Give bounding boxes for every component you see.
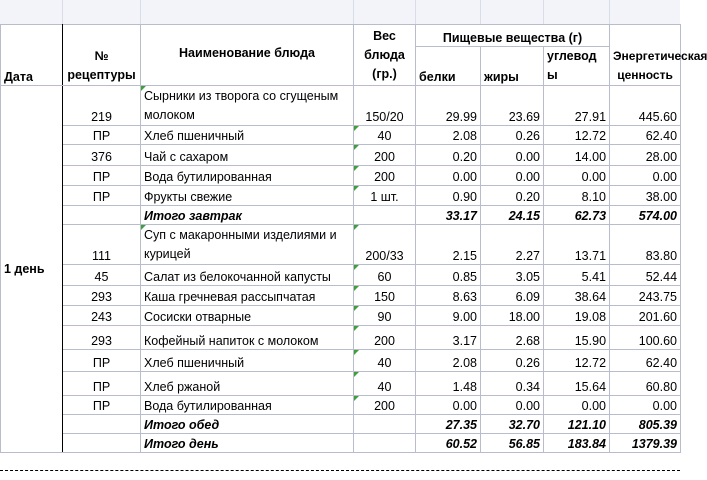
energy-cell[interactable]: 38.00 xyxy=(610,186,681,206)
header-weight[interactable]: Вес блюда (гр.) xyxy=(354,25,416,86)
table-body xyxy=(1,86,681,453)
dish-cell[interactable]: Хлеб ржаной xyxy=(141,372,354,396)
fats-cell[interactable]: 32.70 xyxy=(481,415,544,434)
dish-cell[interactable]: Сырники из творога со сгущеным молоком xyxy=(141,86,354,126)
fats-cell[interactable]: 3.05 xyxy=(481,265,544,286)
weight-cell[interactable]: 150/20 xyxy=(354,86,416,126)
carbs-cell[interactable]: 121.10 xyxy=(544,415,610,434)
fats-cell[interactable]: 24.15 xyxy=(481,206,544,225)
table-row xyxy=(1,372,681,396)
dish-cell[interactable]: Итого обед xyxy=(141,415,354,434)
recipe-cell[interactable] xyxy=(63,434,141,453)
proteins-cell[interactable]: 1.48 xyxy=(416,372,481,396)
carbs-cell[interactable]: 19.08 xyxy=(544,306,610,326)
table-row xyxy=(1,396,681,415)
recipe-cell[interactable] xyxy=(63,415,141,434)
recipe-cell[interactable]: 293 xyxy=(63,326,141,350)
header-carbs[interactable]: углеводы xyxy=(544,47,610,86)
energy-cell[interactable]: 28.00 xyxy=(610,145,681,166)
day-cell[interactable]: 1 день xyxy=(1,86,63,453)
dish-cell[interactable]: Каша гречневая рассыпчатая xyxy=(141,286,354,306)
fats-cell[interactable]: 0.20 xyxy=(481,186,544,206)
energy-cell[interactable]: 62.40 xyxy=(610,350,681,372)
recipe-cell[interactable]: ПР xyxy=(63,350,141,372)
dish-cell[interactable]: Вода бутилированная xyxy=(141,396,354,415)
weight-cell[interactable]: 60 xyxy=(354,265,416,286)
fats-cell[interactable]: 0.26 xyxy=(481,126,544,145)
table-row xyxy=(1,326,681,350)
fats-cell[interactable]: 18.00 xyxy=(481,306,544,326)
header-dish-label: Наименование блюда xyxy=(179,46,315,60)
proteins-cell[interactable]: 9.00 xyxy=(416,306,481,326)
fats-cell[interactable]: 6.09 xyxy=(481,286,544,306)
table-row xyxy=(1,166,681,186)
total-row xyxy=(1,434,681,453)
table-row xyxy=(1,265,681,286)
dish-cell[interactable]: Фрукты свежие xyxy=(141,186,354,206)
proteins-cell[interactable]: 8.63 xyxy=(416,286,481,306)
proteins-cell[interactable]: 33.17 xyxy=(416,206,481,225)
carbs-cell[interactable]: 8.10 xyxy=(544,186,610,206)
proteins-cell[interactable]: 27.35 xyxy=(416,415,481,434)
carbs-cell[interactable]: 27.91 xyxy=(544,86,610,126)
recipe-cell[interactable]: 243 xyxy=(63,306,141,326)
weight-cell[interactable]: 40 xyxy=(354,350,416,372)
proteins-cell[interactable]: 29.99 xyxy=(416,86,481,126)
carbs-cell[interactable]: 14.00 xyxy=(544,145,610,166)
dish-cell[interactable]: Хлеб пшеничный xyxy=(141,126,354,145)
weight-cell[interactable]: 200 xyxy=(354,326,416,350)
proteins-cell[interactable]: 2.08 xyxy=(416,350,481,372)
fats-cell[interactable]: 56.85 xyxy=(481,434,544,453)
fats-cell[interactable]: 2.68 xyxy=(481,326,544,350)
carbs-cell[interactable]: 13.71 xyxy=(544,225,610,265)
carbs-cell[interactable]: 62.73 xyxy=(544,206,610,225)
recipe-cell[interactable]: 45 xyxy=(63,265,141,286)
fats-cell[interactable]: 0.26 xyxy=(481,350,544,372)
energy-cell[interactable]: 52.44 xyxy=(610,265,681,286)
fats-cell[interactable]: 0.34 xyxy=(481,372,544,396)
dish-cell[interactable]: Суп с макаронными изделиями и курицей xyxy=(141,225,354,265)
table-row xyxy=(1,225,681,265)
proteins-cell[interactable]: 0.85 xyxy=(416,265,481,286)
carbs-cell[interactable]: 12.72 xyxy=(544,350,610,372)
carbs-cell[interactable]: 5.41 xyxy=(544,265,610,286)
weight-cell[interactable] xyxy=(354,434,416,453)
recipe-cell[interactable]: ПР xyxy=(63,126,141,145)
carbs-cell[interactable]: 38.64 xyxy=(544,286,610,306)
header-nutrients[interactable]: Пищевые вещества (г) xyxy=(416,25,610,47)
weight-cell[interactable]: 200 xyxy=(354,396,416,415)
energy-cell[interactable]: 60.80 xyxy=(610,372,681,396)
dish-cell[interactable]: Чай с сахаром xyxy=(141,145,354,166)
energy-cell[interactable]: 62.40 xyxy=(610,126,681,145)
dish-cell[interactable]: Хлеб пшеничный xyxy=(141,350,354,372)
header-dish[interactable] xyxy=(141,25,354,86)
table-header xyxy=(1,25,707,86)
fats-cell[interactable]: 0.00 xyxy=(481,396,544,415)
table-row xyxy=(1,126,681,145)
energy-cell[interactable]: 445.60 xyxy=(610,86,681,126)
proteins-cell[interactable]: 0.20 xyxy=(416,145,481,166)
carbs-cell[interactable]: 0.00 xyxy=(544,396,610,415)
energy-cell[interactable]: 83.80 xyxy=(610,225,681,265)
fats-cell[interactable]: 23.69 xyxy=(481,86,544,126)
carbs-cell[interactable]: 12.72 xyxy=(544,126,610,145)
recipe-cell[interactable]: ПР xyxy=(63,166,141,186)
recipe-cell[interactable]: 111 xyxy=(63,225,141,265)
dish-cell[interactable]: Сосиски отварные xyxy=(141,306,354,326)
carbs-cell[interactable]: 15.90 xyxy=(544,326,610,350)
fats-cell[interactable]: 0.00 xyxy=(481,145,544,166)
weight-cell[interactable]: 200 xyxy=(354,166,416,186)
total-row xyxy=(1,206,681,225)
energy-cell[interactable]: 805.39 xyxy=(610,415,681,434)
weight-cell[interactable]: 150 xyxy=(354,286,416,306)
fats-cell[interactable]: 0.00 xyxy=(481,166,544,186)
energy-cell[interactable]: 100.60 xyxy=(610,326,681,350)
proteins-cell[interactable]: 3.17 xyxy=(416,326,481,350)
proteins-cell[interactable]: 2.08 xyxy=(416,126,481,145)
carbs-cell[interactable]: 15.64 xyxy=(544,372,610,396)
proteins-cell[interactable]: 0.00 xyxy=(416,166,481,186)
dish-cell[interactable]: Вода бутилированная xyxy=(141,166,354,186)
weight-cell[interactable] xyxy=(354,415,416,434)
recipe-cell[interactable]: 219 xyxy=(63,86,141,126)
weight-cell[interactable]: 200/33 xyxy=(354,225,416,265)
table-row xyxy=(1,286,681,306)
recipe-cell[interactable]: ПР xyxy=(63,186,141,206)
energy-cell[interactable]: 0.00 xyxy=(610,166,681,186)
proteins-cell[interactable]: 0.90 xyxy=(416,186,481,206)
fats-cell[interactable]: 2.27 xyxy=(481,225,544,265)
table-row xyxy=(1,306,681,326)
weight-cell[interactable]: 40 xyxy=(354,126,416,145)
carbs-cell[interactable]: 0.00 xyxy=(544,166,610,186)
menu-table xyxy=(0,24,707,453)
header-fats[interactable]: жиры xyxy=(481,47,544,86)
header-date[interactable]: Дата xyxy=(1,25,63,86)
weight-cell[interactable]: 200 xyxy=(354,145,416,166)
weight-cell[interactable]: 40 xyxy=(354,372,416,396)
dish-cell[interactable]: Кофейный напиток с молоком xyxy=(141,326,354,350)
header-energy[interactable]: Энергетическая ценность xyxy=(610,25,681,86)
recipe-cell[interactable] xyxy=(63,206,141,225)
weight-cell[interactable]: 1 шт. xyxy=(354,186,416,206)
header-recipe[interactable]: № рецептуры xyxy=(63,25,141,86)
dish-cell[interactable]: Итого завтрак xyxy=(141,206,354,225)
carbs-cell[interactable]: 183.84 xyxy=(544,434,610,453)
energy-cell[interactable]: 1379.39 xyxy=(610,434,681,453)
recipe-cell[interactable]: 376 xyxy=(63,145,141,166)
recipe-cell[interactable]: 293 xyxy=(63,286,141,306)
table-row xyxy=(1,186,681,206)
weight-cell[interactable] xyxy=(354,206,416,225)
energy-cell[interactable]: 243.75 xyxy=(610,286,681,306)
dish-cell[interactable]: Итого день xyxy=(141,434,354,453)
header-proteins[interactable]: белки xyxy=(416,47,481,86)
energy-cell[interactable]: 574.00 xyxy=(610,206,681,225)
dish-cell[interactable]: Салат из белокочанной капусты xyxy=(141,265,354,286)
energy-cell[interactable]: 0.00 xyxy=(610,396,681,415)
proteins-cell[interactable]: 2.15 xyxy=(416,225,481,265)
table-row xyxy=(1,145,681,166)
table-row xyxy=(1,350,681,372)
energy-cell[interactable]: 201.60 xyxy=(610,306,681,326)
table-row xyxy=(1,86,681,126)
sheet-bottom-edge xyxy=(0,470,680,480)
recipe-cell[interactable]: ПР xyxy=(63,396,141,415)
proteins-cell[interactable]: 0.00 xyxy=(416,396,481,415)
total-row xyxy=(1,415,681,434)
proteins-cell[interactable]: 60.52 xyxy=(416,434,481,453)
weight-cell[interactable]: 90 xyxy=(354,306,416,326)
recipe-cell[interactable]: ПР xyxy=(63,372,141,396)
previous-rows-strip xyxy=(0,0,680,25)
